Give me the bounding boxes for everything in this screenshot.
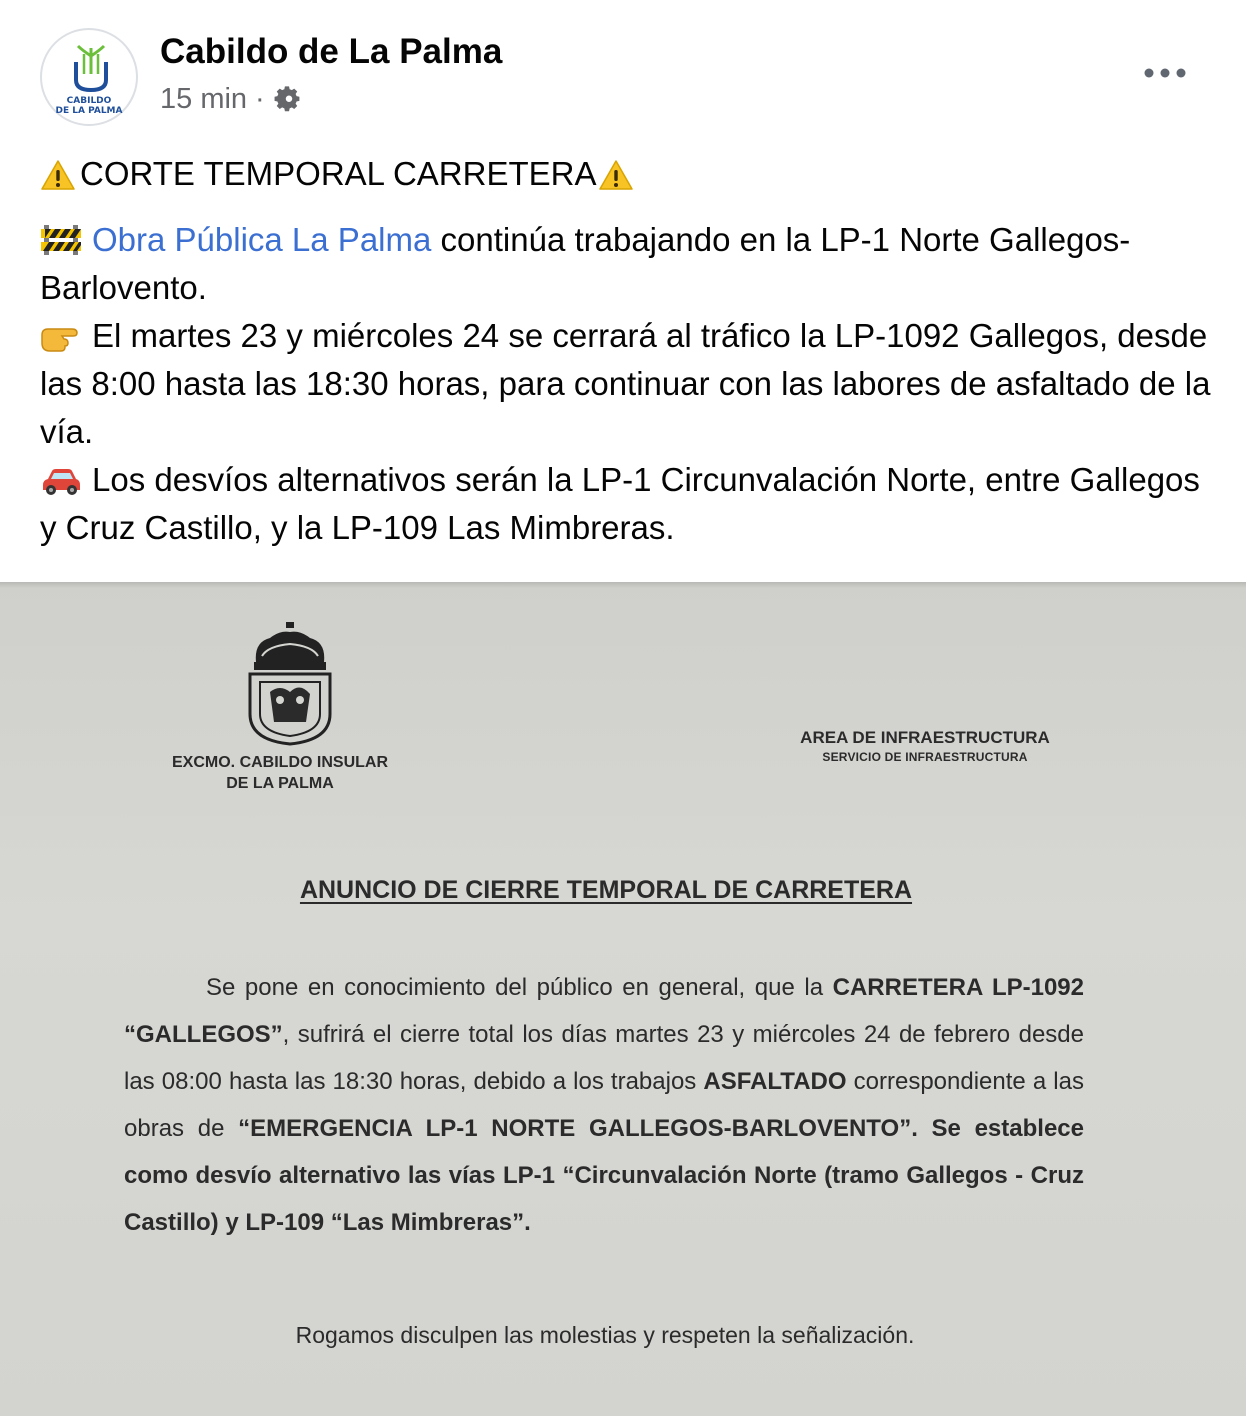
page-name-link[interactable]: Cabildo de La Palma <box>160 32 503 71</box>
post-paragraph <box>40 456 1220 552</box>
doc-closing: Rogamos disculpen las molestias y respeten la señalización. <box>295 1322 915 1348</box>
post-timestamp[interactable]: 15 min <box>160 83 248 115</box>
doc-title: ANUNCIO DE CIERRE TEMPORAL DE CARRETERA <box>299 876 913 904</box>
cabildo-logo-icon <box>70 44 112 94</box>
warning-icon <box>598 159 634 191</box>
doc-org-right: AREA DE INFRAESTRUCTURA <box>800 728 1050 747</box>
post-paragraph <box>40 216 1220 312</box>
headline-text: CORTE TEMPORAL CARRETERA <box>80 155 597 192</box>
coat-of-arms-icon <box>240 622 340 746</box>
warning-icon <box>40 159 76 191</box>
photo-edge <box>0 582 1246 588</box>
doc-body-text: Se pone en conocimiento del público en general, que la <box>206 974 833 1001</box>
doc-body-bold: ASFALTADO <box>703 1068 847 1095</box>
gear-icon[interactable] <box>273 85 303 115</box>
doc-body-text: correspondiente a las obras de <box>124 1068 1084 1142</box>
paragraph-text: Los desvíos alternativos serán la LP-1 Circunvalación Norte, entre Gallegos y Cruz Castillo, y la LP-109 Las Mimbreras. <box>40 461 1200 546</box>
doc-org-line: EXCMO. CABILDO INSULAR <box>172 754 388 771</box>
more-options-button[interactable] <box>1140 58 1190 88</box>
pointing-hand-icon <box>40 319 82 353</box>
doc-body <box>124 964 1084 1246</box>
paragraph-text: El martes 23 y miércoles 24 se cerrará al tráfico la LP-1092 Gallegos, desde las 8:00 hasta las 18:30 horas, para continuar con las labores de asfaltado de la vía. <box>40 317 1211 450</box>
doc-org-left <box>150 752 410 794</box>
post-photo[interactable] <box>0 582 1246 1416</box>
doc-body-bold: “EMERGENCIA LP-1 NORTE GALLEGOS-BARLOVENTO”. Se establece como desvío alternativo las vías LP-1 “Circunvalación Norte (tramo Gallegos - Cruz Castillo) y LP-109 “Las Mimbreras”. <box>124 1115 1084 1236</box>
meta-separator: · <box>255 83 265 115</box>
doc-body-text: , sufrirá el cierre total los días martes 23 y miércoles 24 de febrero desde las 08:00 hasta las 18:30 horas, debido a los trabajos <box>124 1021 1084 1095</box>
doc-body-bold: CARRETERA LP-1092 “GALLEGOS” <box>124 974 1085 1048</box>
post-paragraph <box>40 312 1220 456</box>
avatar-text: DE LA PALMA <box>55 106 123 116</box>
post-headline <box>40 150 1220 198</box>
post-meta <box>160 83 303 116</box>
car-icon <box>40 465 82 497</box>
doc-org-line: DE LA PALMA <box>226 775 334 792</box>
ellipsis-icon <box>1143 67 1187 79</box>
page-avatar[interactable] <box>40 28 138 126</box>
obra-publica-link[interactable]: Obra Pública La Palma <box>92 221 432 258</box>
doc-org-right-sub: SERVICIO DE INFRAESTRUCTURA <box>822 750 1028 764</box>
post-text <box>40 150 1220 552</box>
avatar-text: CABILDO <box>66 96 112 106</box>
construction-barrier-icon <box>40 221 82 257</box>
paragraph-text: continúa trabajando en la LP-1 Norte Gallegos-Barlovento. <box>40 221 1131 306</box>
